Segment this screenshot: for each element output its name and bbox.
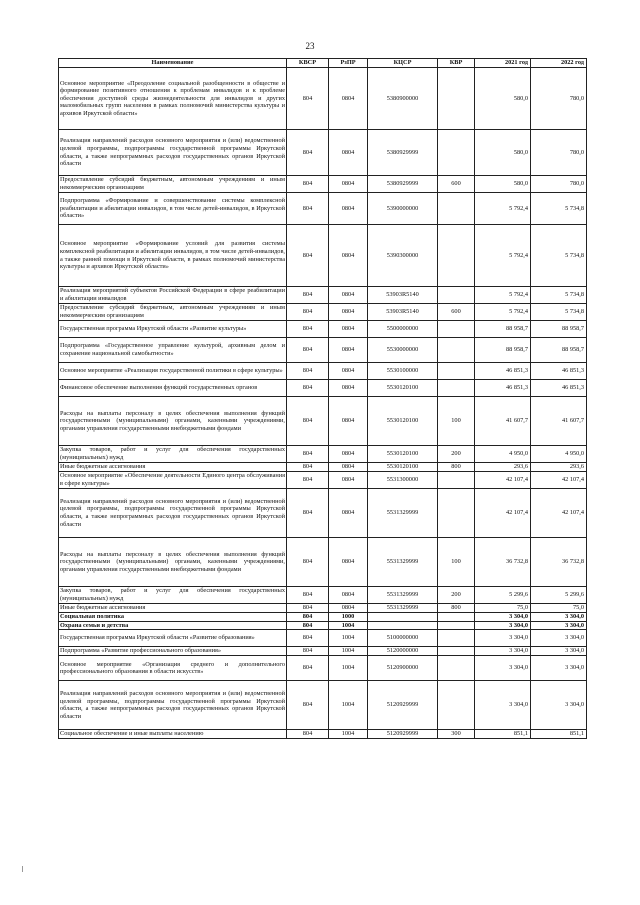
row-kvsr: 804 [287,397,329,446]
row-kcsr: 5120929999 [368,730,438,739]
row-kcsr: 5120929999 [368,681,438,730]
row-kvsr: 804 [287,68,329,130]
table-row [59,321,587,338]
row-kcsr: 5531329999 [368,604,438,613]
row-amount-2021: 5 299,6 [475,587,531,604]
row-amount-2022: 3 304,0 [531,613,587,622]
row-kcsr: 5530120100 [368,446,438,463]
row-kvsr: 804 [287,656,329,681]
row-kvsr: 804 [287,472,329,489]
table-row [59,463,587,472]
row-name: Закупка товаров, работ и услуг для обеспечения государственных (муниципальных) нужд [60,587,285,602]
row-kvsr: 804 [287,463,329,472]
row-amount-2022: 4 950,0 [531,446,587,463]
row-amount-2022: 46 851,3 [531,363,587,380]
row-kcsr: 5390000000 [368,193,438,225]
row-kvsr: 804 [287,338,329,363]
row-kcsr: 5530120100 [368,380,438,397]
row-amount-2021: 88 958,7 [475,321,531,338]
row-rzpr: 0804 [329,472,368,489]
row-kvr: 600 [438,176,475,193]
row-kvr [438,338,475,363]
row-kvsr: 804 [287,225,329,287]
table-row [59,68,587,130]
table-row [59,472,587,489]
row-rzpr: 0804 [329,176,368,193]
row-name: Реализация мероприятий субъектов Российской Федерации в сфере реабилитации и абилитации инвалидов [60,287,285,302]
row-kvsr: 804 [287,193,329,225]
table-row [59,621,587,630]
row-kvsr: 804 [287,538,329,587]
table-row [59,193,587,225]
table-row [59,338,587,363]
row-amount-2022: 5 734,8 [531,304,587,321]
row-rzpr: 0804 [329,489,368,538]
row-amount-2021: 580,0 [475,176,531,193]
row-rzpr: 0804 [329,68,368,130]
row-kvsr: 804 [287,604,329,613]
row-name: Реализация направлений расходов основного мероприятия и (или) ведомственной целевой программы, подпрограммы государственной программы Иркутской области, а также непрограммных расходов государственных органов Иркутской области [59,130,287,176]
row-kcsr: 5531329999 [368,587,438,604]
table-row [59,130,587,176]
row-rzpr: 1004 [329,647,368,656]
table-row [59,681,587,730]
table-row [59,587,587,604]
row-kcsr: 5380900000 [368,68,438,130]
table-row [59,363,587,380]
row-name: Основное мероприятие «Реализация государственной политики в сфере культуры» [59,363,287,380]
row-name: Охрана семьи и детства [59,621,287,630]
row-rzpr: 0804 [329,397,368,446]
row-kvsr: 804 [287,176,329,193]
row-kcsr: 5530000000 [368,338,438,363]
row-amount-2022: 780,0 [531,176,587,193]
row-name: Иные бюджетные ассигнования [59,463,287,472]
row-name: Предоставление субсидий бюджетным, автономным учреждениям и иным некоммерческим организациям [60,304,285,319]
row-rzpr: 0804 [329,321,368,338]
row-rzpr: 0804 [329,587,368,604]
row-rzpr: 1004 [329,681,368,730]
table-row [59,730,587,739]
row-kvr: 300 [438,730,475,739]
row-kvr [438,613,475,622]
row-kvsr: 804 [287,446,329,463]
row-amount-2021: 3 304,0 [475,656,531,681]
row-kvr: 800 [438,463,475,472]
row-amount-2022: 293,6 [531,463,587,472]
row-kvr: 600 [438,304,475,321]
row-kcsr: 5390300000 [368,225,438,287]
row-kvsr: 804 [287,130,329,176]
row-kvr: 200 [438,587,475,604]
row-rzpr: 1004 [329,630,368,647]
table-body [59,68,587,739]
row-kcsr: 5100000000 [368,630,438,647]
row-kvsr: 804 [287,321,329,338]
row-amount-2021: 46 851,3 [475,363,531,380]
header-name: Наименование [59,59,287,68]
row-rzpr: 0804 [329,380,368,397]
table-row [59,176,587,193]
row-amount-2022: 3 304,0 [531,630,587,647]
row-amount-2021: 4 950,0 [475,446,531,463]
row-kvsr: 804 [287,304,329,321]
row-rzpr: 0804 [329,304,368,321]
row-name: Иные бюджетные ассигнования [59,604,287,613]
row-amount-2022: 75,0 [531,604,587,613]
row-kvr [438,321,475,338]
row-kcsr [368,613,438,622]
row-amount-2021: 3 304,0 [475,681,531,730]
row-rzpr: 1004 [329,730,368,739]
row-amount-2022: 3 304,0 [531,681,587,730]
row-name: Реализация направлений расходов основного мероприятия и (или) ведомственной целевой программы, подпрограммы государственной программы Иркутской области, а также непрограммных расходов государственных органов Иркутской области [59,681,287,730]
row-name: Основное мероприятие «Формирование условий для развития системы комплексной реабилитации и абилитации инвалидов, в том числе детей-инвалидов, а также ранней помощи в Иркутской области, в рамках полномочий министерства культуры и архивов Иркутской области» [59,225,287,287]
row-amount-2021: 580,0 [475,68,531,130]
row-kvsr: 804 [287,587,329,604]
table-row [59,304,587,321]
row-amount-2021: 75,0 [475,604,531,613]
row-kvr [438,472,475,489]
table-row [59,225,587,287]
row-kcsr [368,621,438,630]
row-kvsr: 804 [287,730,329,739]
header-rzpr: РзПР [329,59,368,68]
row-amount-2021: 851,1 [475,730,531,739]
row-kvr [438,68,475,130]
row-kvsr: 804 [287,613,329,622]
header-kvsr: КВСР [287,59,329,68]
row-amount-2021: 3 304,0 [475,630,531,647]
row-amount-2021: 3 304,0 [475,621,531,630]
row-amount-2021: 36 732,8 [475,538,531,587]
table-row [59,538,587,587]
table-row [59,630,587,647]
row-amount-2022: 780,0 [531,68,587,130]
row-rzpr: 0804 [329,604,368,613]
table-row [59,446,587,463]
row-kvr [438,681,475,730]
row-rzpr: 0804 [329,338,368,363]
row-rzpr: 1004 [329,656,368,681]
row-kvsr: 804 [287,621,329,630]
row-kvr: 800 [438,604,475,613]
row-kvr: 100 [438,538,475,587]
row-kvsr: 804 [287,380,329,397]
row-amount-2022: 88 958,7 [531,338,587,363]
row-amount-2022: 5 734,8 [531,193,587,225]
row-rzpr: 0804 [329,225,368,287]
row-kvsr: 804 [287,489,329,538]
row-amount-2022: 5 734,8 [531,287,587,304]
header-2021: 2021 год [475,59,531,68]
row-kvr [438,656,475,681]
row-kcsr: 5380929999 [368,176,438,193]
row-kcsr: 53903R5140 [368,304,438,321]
row-kvsr: 804 [287,681,329,730]
row-name: Основное мероприятие «Обеспечение деятельности Единого центра обслуживания в сфере культуры» [60,472,285,487]
row-kvr [438,621,475,630]
row-rzpr: 0804 [329,463,368,472]
row-name: Основное мероприятие «Преодоление социальной разобщенности в обществе и формирование позитивного отношения к проблемам инвалидов и к проблеме обеспечения доступной среды жизнедеятельности для инвалидов и других маломобильных групп населения в рамках полномочий министерства культуры и архивов Иркутской области» [59,68,287,130]
row-amount-2021: 5 792,4 [475,193,531,225]
row-kcsr: 5531300000 [368,472,438,489]
row-amount-2022: 88 958,7 [531,321,587,338]
row-kvr [438,193,475,225]
row-amount-2021: 46 851,3 [475,380,531,397]
row-kcsr: 5380929999 [368,130,438,176]
row-name: Социальная политика [59,613,287,622]
row-kvr [438,489,475,538]
table-row [59,613,587,622]
row-rzpr: 0804 [329,363,368,380]
header-kcsr: КЦСР [368,59,438,68]
row-amount-2021: 41 607,7 [475,397,531,446]
row-kcsr: 5120000000 [368,647,438,656]
row-name: Расходы на выплаты персоналу в целях обеспечения выполнения функций государственными (муниципальными) органами, казенными учреждениями, органами управления государственными внебюджетными фондами [59,538,287,587]
row-rzpr: 0804 [329,446,368,463]
row-name: Подпрограмма «Развитие профессионального образования» [59,647,287,656]
row-kcsr: 53903R5140 [368,287,438,304]
row-amount-2021: 88 958,7 [475,338,531,363]
row-kvr [438,630,475,647]
row-kcsr: 5531329999 [368,538,438,587]
header-kvr: КВР [438,59,475,68]
row-amount-2022: 3 304,0 [531,656,587,681]
row-name: Предоставление субсидий бюджетным, автономным учреждениям и иным некоммерческим организациям [60,176,285,191]
row-name: Реализация направлений расходов основного мероприятия и (или) ведомственной целевой программы, подпрограммы государственной программы Иркутской области, а также непрограммных расходов государственных органов Иркутской области [59,489,287,538]
row-rzpr: 0804 [329,287,368,304]
row-kvsr: 804 [287,287,329,304]
row-amount-2022: 42 107,4 [531,472,587,489]
row-amount-2022: 5 734,8 [531,225,587,287]
row-amount-2021: 42 107,4 [475,489,531,538]
table-row [59,647,587,656]
row-amount-2022: 851,1 [531,730,587,739]
row-rzpr: 0804 [329,193,368,225]
row-kcsr: 5500000000 [368,321,438,338]
table-row [59,489,587,538]
row-amount-2022: 5 299,6 [531,587,587,604]
row-name: Подпрограмма «Формирование и совершенствование системы комплексной реабилитации и абилитации инвалидов, в том числе детей-инвалидов, в Иркутской области» [59,193,287,225]
row-kvr [438,363,475,380]
row-rzpr: 1000 [329,613,368,622]
row-name: Закупка товаров, работ и услуг для обеспечения государственных (муниципальных) нужд [60,446,285,461]
row-name: Социальное обеспечение и иные выплаты населению [59,730,287,739]
row-amount-2021: 5 792,4 [475,287,531,304]
row-rzpr: 0804 [329,130,368,176]
row-kvsr: 804 [287,630,329,647]
row-kvr [438,380,475,397]
table-row [59,656,587,681]
table-row [59,380,587,397]
margin-mark [22,866,23,872]
row-kvr [438,287,475,304]
row-amount-2021: 5 792,4 [475,225,531,287]
table-row [59,287,587,304]
row-kvr [438,130,475,176]
row-rzpr: 1004 [329,621,368,630]
row-kvr [438,647,475,656]
row-amount-2021: 3 304,0 [475,647,531,656]
row-amount-2022: 780,0 [531,130,587,176]
row-amount-2022: 3 304,0 [531,621,587,630]
row-amount-2021: 293,6 [475,463,531,472]
table-row [59,397,587,446]
page-number: 23 [305,41,315,51]
row-name: Расходы на выплаты персоналу в целях обеспечения выполнения функций государственными (муниципальными) органами, казенными учреждениями, органами управления государственными внебюджетными фондами [59,397,287,446]
budget-table [58,58,587,739]
row-amount-2022: 3 304,0 [531,647,587,656]
row-amount-2021: 3 304,0 [475,613,531,622]
row-rzpr: 0804 [329,538,368,587]
row-kcsr: 5530120100 [368,397,438,446]
header-2022: 2022 год [531,59,587,68]
row-kvr: 100 [438,397,475,446]
row-name: Финансовое обеспечение выполнения функций государственных органов [59,380,287,397]
row-amount-2022: 36 732,8 [531,538,587,587]
row-kvsr: 804 [287,363,329,380]
row-kcsr: 5120900000 [368,656,438,681]
row-name: Подпрограмма «Государственное управление культурой, архивным делом и сохранение национальной самобытности» [59,338,287,363]
row-name: Государственная программа Иркутской области «Развитие культуры» [59,321,287,338]
row-amount-2021: 580,0 [475,130,531,176]
row-kcsr: 5530100000 [368,363,438,380]
row-amount-2021: 5 792,4 [475,304,531,321]
row-kvr: 200 [438,446,475,463]
row-amount-2021: 42 107,4 [475,472,531,489]
row-kcsr: 5531329999 [368,489,438,538]
row-name: Государственная программа Иркутской области «Развитие образования» [59,630,287,647]
row-amount-2022: 46 851,3 [531,380,587,397]
row-kcsr: 5530120100 [368,463,438,472]
row-amount-2022: 42 107,4 [531,489,587,538]
table-row [59,604,587,613]
row-amount-2022: 41 607,7 [531,397,587,446]
row-name: Основное мероприятие «Организация среднего и дополнительного профессионального образования в области искусств» [59,656,287,681]
row-kvr [438,225,475,287]
table-header-row [59,59,587,68]
row-kvsr: 804 [287,647,329,656]
